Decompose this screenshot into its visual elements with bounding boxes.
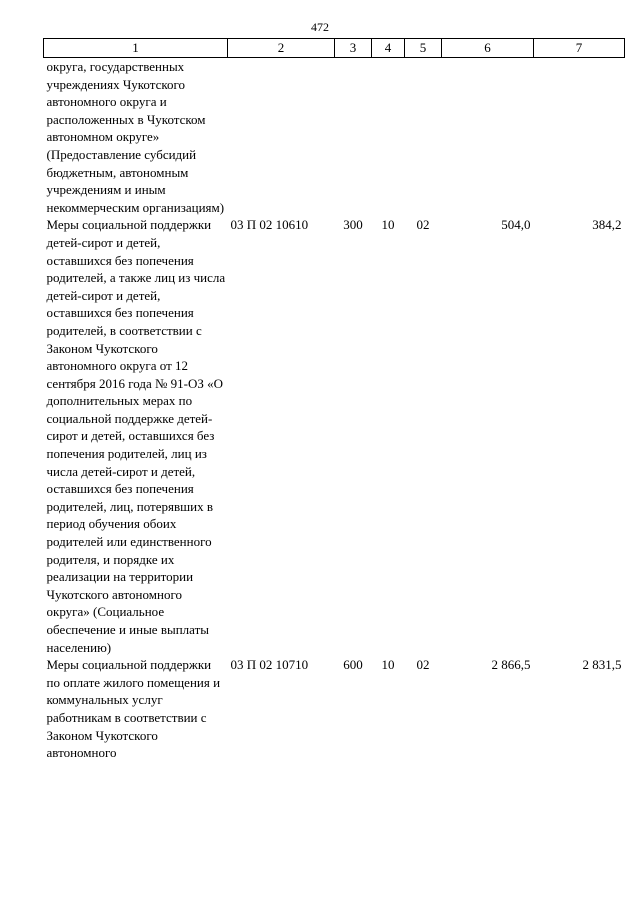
- row-col4: 10: [381, 657, 395, 673]
- budget-table: [43, 38, 625, 762]
- row-col6: 504,0: [501, 217, 531, 233]
- column-header: 7: [534, 39, 625, 58]
- table-row: [44, 216, 625, 656]
- row-col6: [442, 58, 534, 217]
- row-col5: [405, 58, 442, 217]
- page-number: 472: [311, 20, 329, 34]
- table-row: [44, 656, 625, 762]
- row-code: 03 П 02 10710: [230, 657, 309, 673]
- table-row: [44, 58, 625, 217]
- row-col4: 10: [381, 217, 395, 233]
- row-col7: 384,2: [592, 217, 622, 233]
- row-col3: 300: [343, 217, 363, 233]
- row-col5: 02: [416, 657, 430, 673]
- row-code: [228, 58, 335, 217]
- row-col5: 02: [416, 217, 430, 233]
- row-description: Меры социальной поддержки по оплате жилого помещения и коммунальных услуг работникам в соответствии с Законом Чукотского автономного: [46, 657, 221, 761]
- column-header: 5: [405, 39, 442, 58]
- row-code: 03 П 02 10610: [230, 217, 309, 233]
- column-header: 3: [335, 39, 372, 58]
- row-description: Меры социальной поддержки детей-сирот и детей, оставшихся без попечения родителей, а также лиц из числа детей-сирот и детей, оставшихся без попечения родителей, в соответствии с Законом Чукотского автономного округа от 12 сентября 2016 года № 91-ОЗ «О дополнительных мерах по социальной поддержке детей-сирот и детей, оставшихся без попечения родителей, лиц из числа детей-сирот и детей, оставшихся без попечения родителей, лиц, потерявших в период обучения обоих родителей или единственного родителя, и порядке их реализации на территории Чукотского автономного округа» (Социальное обеспечение и иные выплаты населению): [46, 217, 226, 655]
- column-header: 1: [44, 39, 228, 58]
- row-col3: 600: [343, 657, 363, 673]
- column-header: 2: [228, 39, 335, 58]
- row-col4: [372, 58, 405, 217]
- column-header: 4: [372, 39, 405, 58]
- row-col7: 2 831,5: [582, 657, 622, 673]
- row-description: округа, государственных учреждениях Чукотского автономного округа и расположенных в Чукотском автономном округе» (Предоставление субсидий бюджетным, автономным учреждениям и иным некоммерческим организациям): [46, 59, 225, 215]
- header-row: [44, 39, 625, 58]
- row-col7: [534, 58, 625, 217]
- row-col3: [335, 58, 372, 217]
- row-col6: 2 866,5: [491, 657, 531, 673]
- column-header: 6: [442, 39, 534, 58]
